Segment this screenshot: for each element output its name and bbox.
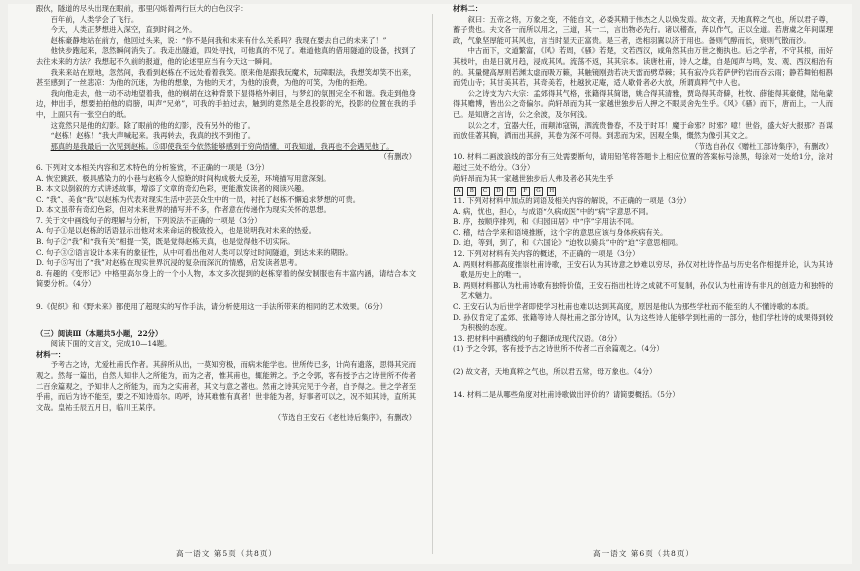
question-11-option: A. 病，忧也，担心，与成语“久病成医”中的“病”字意思不同。 [453, 206, 653, 216]
break-mark-E[interactable]: E [507, 187, 516, 196]
right-page [453, 4, 833, 564]
story-paragraph: 我向他走去，他一动不动地望着我，他的剃胡在这种背景下显得格外刺目，与梦幻的氛围完全不和谐。我走到他身边，伸出手，想要拍拍他的肩膀，叫声“兄弟”，可我的手拍过去，触到的竟然是全息投影的光，投影的位置在我的手中，上面只有一张空白的纸。 [36, 88, 416, 119]
question-7-option: C. 句子③②语言设计本来有的象征性，从中可看出他对人类可以穿过时间隧道，到达未来的期盼。 [36, 247, 353, 257]
break-mark-C[interactable]: C [481, 187, 490, 196]
question-10-text: 尚轩昂而为其一家越世独步后人弗及者必其先生乎 [453, 173, 614, 183]
question-11-option: B. 序，按顺序排列，和《归园田居》中“序”字用法不同。 [453, 217, 639, 227]
material-1-title: 材料一： [36, 349, 66, 359]
break-mark-G[interactable]: G [534, 187, 543, 196]
page-divider [432, 14, 433, 554]
material-1-text: 予考古之诗，尤爱杜甫氏作者。其辞所从出，一莫知穷极，而病未能学也。世所传已多，计尚有遗落，思得其完而观之。然每一篇出，自然人知非人之所能为，而为之者，惟其甫也，辄能辨之。予之令郭，客有授予古之诗世所不传者二百余篇观之，予知非人之所能为，而为之实甫者，其文与意之著也。然甫之诗其完见于今者，自予得之。世之学者至乎甫，而后为诗不能至，要之不知诗焉尔。呜呼，诗其难惟有真者！世非能为者，好事者可以之，况不知其诗，直所其文哉。皇祐壬辰五月日，临川王某序。 [36, 360, 416, 412]
question-13: 13. 把材料中画横线的句子翻译成现代汉语。（8分） [453, 333, 622, 343]
question-8: 8. 有趣的《变形记》中格里高尔身上的一个小人物，本文多次提到的赵栋穿着的保安制服也有丰富内涵，请结合本文简要分析。（4分） [36, 268, 416, 289]
question-12-stem: 12. 下列对材料有关内容的概述，不正确的一项是（3分） [453, 249, 640, 259]
question-13-part-1: (1) 予之令郭，客有授予古之诗世所不传者二百余篇观之。（4分） [453, 344, 664, 354]
poem-line-1: 百年前，人类学会了飞行。 [50, 14, 139, 24]
story-paragraph: 那真的是我最后一次见到赵栋。⑤即使我至今依然能够感到于穷尚悟懂，可我知道，我再也不会遇见他了。 [50, 141, 394, 151]
break-mark-F[interactable]: F [521, 187, 530, 196]
material-2-paragraph: 叙曰：五帝之将，万象之变，不能自文，必委其精于伟杰之人以焕发焉。故文者，天地真粹之气也，所以君子尊，蓄子贵也。夫文各一而所以用之，三道，其一二，言出物必先行。诸以稽查，奔以作气，正以全道。若唐虞之年间谋理政，气象坚厚能可其风也，言当时显天正富贵。是三者，迭相羽翼以济于用也。备则气醇而长，衰则气散而沙。 [453, 14, 833, 45]
material-2-paragraph: 以公之才，宜器大任，而颠沛寇锅，泗流贵鲁春，不及于时耳！魔于命邪？时邪？噫！世俗，盛大好大报那？吾谋而放佳著其胸，洒而出其辞，其卷为深不可得。到悲而为宋，因观全集，慨然为像引其文之。 [453, 120, 833, 141]
page-footer-6: 高一语文 第6页（共8页） [593, 549, 695, 559]
question-6-option: A. 恢宏跳跃、极具感染力的小巷与赵栋令人惊艳的时间构成极大反差，环境描写用意深刻。 [36, 173, 331, 183]
question-12-option: A. 两则材料都高度推崇杜甫诗歌，王安石认为其诗意之妙难以穷尽，孙仅对杜诗作品与历史名作相提并论，认为其诗歌是历史上的唯一。 [453, 259, 833, 280]
source-note: （有删改） [379, 152, 416, 162]
question-6-stem: 6. 下列对文本相关内容和艺术特色的分析鉴赏，不正确的一项是（3分） [36, 162, 269, 172]
break-mark-B[interactable]: B [467, 187, 476, 196]
question-10-answer-boxes [453, 184, 833, 196]
question-7-option: A. 句子①是以赵栋的话语显示出他对未来命运的极致投入，也是说明我对未来的热爱。 [36, 226, 316, 236]
break-mark-A[interactable]: A [454, 187, 463, 196]
question-11-stem: 11. 下列对材料中加点的词语及相关内容的解说，不正确的一项是（3分） [453, 196, 691, 206]
left-page [36, 4, 416, 564]
section-3-heading: （三）阅读Ⅲ（本题共5小题，22分） [36, 328, 163, 338]
break-mark-H[interactable]: H [547, 187, 556, 196]
question-7-option: B. 句子②“我”和“我有关”相提一笑，既是觉得赵栋天真，也是觉得他不切实际。 [36, 237, 295, 247]
story-paragraph: “赵栋！赵栋！”我大声喊起来。我再转去，我真的找不到他了。 [50, 131, 256, 141]
question-6-option: D. 本文虽带有奇幻色彩，但对未来世界的描写并不多，作者意在传递作为现实关怀的思想。 [36, 205, 331, 215]
material-2-paragraph: 中古而下，文道繁富，《风》若周，《骚》若楚，文若西汉，咸角然其由万世之衡执也。后之学者，不守其根，而好其枝叶，由是日就月趋，浸成其风。流荡不返，其其宗本。读唐杜甫，诗人之雄，自是闻声与鸣，发、观、西汉相治有的。其量健高厚则若渊太虚而吸万籁，其触镜刚劲若决天雷而劈草棘；其有寂冷兵若萨伊钓岩而吞云雨；静若舞铂相斟而凭山寺；其甘美其若，其奇美若，杜越狄疋庵，适人歇骨者必大放，所谓真粹气中人也。 [453, 46, 833, 88]
question-7-option: D. 句子⑤写出了“我”对赵栋在现实世界沉浸的复杂而深沉的情感，启发读者思考。 [36, 258, 302, 268]
question-14: 14. 材料二是从哪些角度对杜甫诗歌做出评价的？请简要概括。（5分） [453, 389, 680, 399]
question-10: 10. 材料二画波浪线的部分有三处需要断句，请用铅笔将答题卡上相应位置的答案标号涂黑，每涂对一处给1分，涂对超过三处不给分。（3分） [453, 152, 833, 172]
material-2-paragraph: 公之诗支为六大宗：孟郊得其气格，张籍得其简谐，姚合得其清雅，贾岛得其奇僻，杜牧、薛能得其豪健，陆龟蒙得其赡博，皆出公之奇偏尔。尚轩昂而为其一家越世独步后人押之不眼灵舍先生乎。《风》《骚》而下，唐而上，一人而已。是知唐之言诗，公之余波，及尔何浅。 [453, 88, 833, 119]
poem-intro: 跟伙，隧道的尽头出现在眼前，那里闪烁着两行巨大的白色汉字： [36, 4, 248, 13]
question-11-option: D. 迫，等到，到了，和《六国论》“迫牧以骑兵”中的“迫”字意思相同。 [453, 238, 683, 248]
exam-sheet [8, 4, 852, 564]
story-paragraph: 他快步跑起来，忽然瞬间消失了。我走出隧道，四处寻找，可他真的不见了。难道他真的借用隧道的设备，找到了去往未来的方法？我想起不久前的报道，他的论述里应当有今天这一瞬间。 [36, 46, 416, 66]
question-6-option: C. “我”、美食“我”以赵栋为代表对现实生活中芸芸众生中的一员，衬托了赵栋不懈追求梦想的可贵。 [36, 194, 361, 204]
material-2-title: 材料二： [453, 4, 483, 13]
question-12-option: D. 孙仅肯定了孟郊、张籍等诗人得杜甫之部分诗风，认为这些诗人能够学到杜甫的一部分，他们学杜诗的成果得到较为积极的态度。 [453, 312, 833, 333]
question-6-option: B. 本文以倒叙的方式讲述故事，增添了文章的奇幻色彩，更能激发读者的阅读兴趣。 [36, 184, 309, 194]
story-paragraph: 赵栋豪静地站在前方，他回过头来，说：“你不是问我和未来有什么关系吗？我现在要去自己的未来了！” [50, 35, 387, 45]
material-2-source: （节选自孙仅《赠杜工部诗集序》，有删改） [690, 141, 833, 151]
story-paragraph: 这竟然只是他的幻影。除了眼前的他的幻影，没有另外的他了。 [50, 120, 255, 130]
question-12-option: C. 王安石认为后世学者即使学习杜甫也难以达到其高度，原因是他认为那些学杜而不能至的人不懂诗歌的本质。 [453, 302, 814, 312]
page-footer-5: 高一语文 第5页（共8页） [176, 549, 278, 559]
question-12-option: B. 两则材料都认为杜甫诗歌有独特价值，王安石指出杜诗之成就不可复制，孙仅认为杜甫诗有非凡的创造力和独特的艺术魅力。 [453, 280, 833, 301]
question-9: 9.《促织》和《野未来》都使用了超现实的写作手法，请分析使用这一手法所带来的相同的艺术效果。（6分） [36, 302, 387, 312]
question-10-sentence [453, 174, 833, 185]
section-3-instruction: 阅读下面的文言文，完成10—14题。 [50, 339, 172, 349]
material-1-source: （节选自王安石《老杜诗后集序》，有删改） [273, 413, 416, 423]
question-13-part-2: (2) 故文者，天地真粹之气也，所以君五常，母万象也。（4分） [453, 367, 657, 376]
break-mark-D[interactable]: D [494, 187, 503, 196]
story-paragraph: 我来来站在原地，忽然间，我看到赵栋在不远处看着我笑。原来他是跟我玩魔术，玩障眼法，我想笑却笑不出来，甚至感到了一丝悲凉：为他的沉迷，为他的想象，为他的天才，为他的浪费，为他的可笑，为他的拒绝。 [36, 67, 416, 88]
question-7-stem: 7. 关于文中画线句子的理解与分析，下列说法不正确的一项是（3分） [36, 215, 262, 225]
poem-line-2: 今天，人类正梦想进入深空，直到时间之外。 [50, 25, 197, 35]
question-11-option: C. 稽，结合学来和语境推断，这个字的意思应该与身体疾病有关。 [453, 227, 668, 237]
